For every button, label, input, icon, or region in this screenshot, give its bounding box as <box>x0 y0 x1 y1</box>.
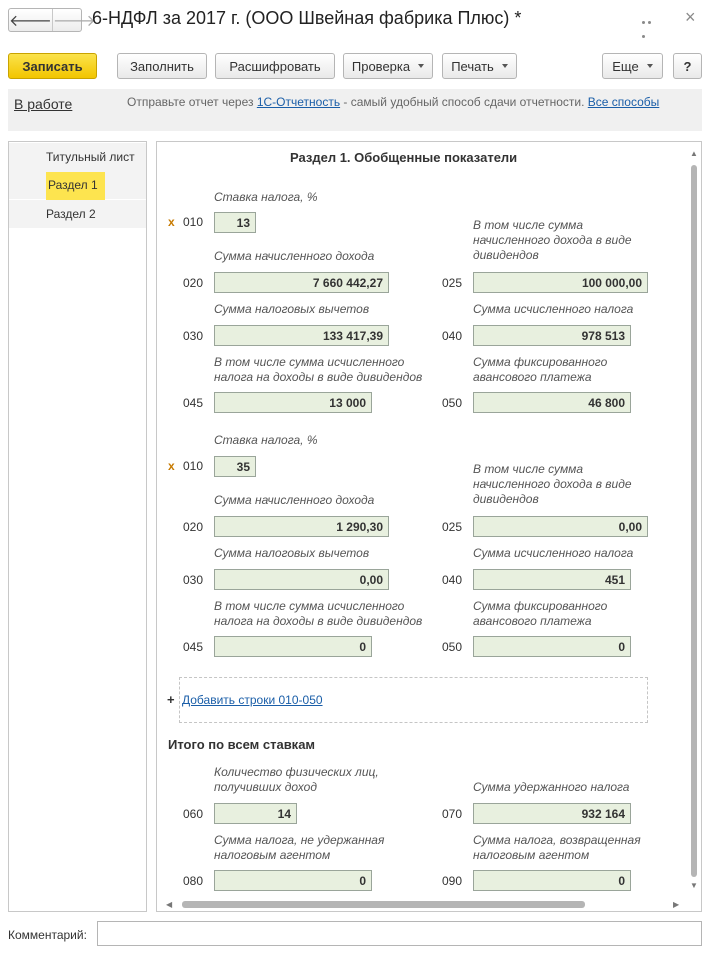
accrued-income-field[interactable]: 7 660 442,27 <box>214 272 389 293</box>
returned-tax-field[interactable]: 0 <box>473 870 631 891</box>
print-label: Печать <box>451 58 494 74</box>
code-045: 045 <box>183 640 204 654</box>
fixed-advance-label: Сумма фиксированного авансового платежа <box>473 599 608 628</box>
rate-label: Ставка налога, % <box>214 433 318 447</box>
check-label: Проверка <box>351 58 411 74</box>
chevron-down-icon <box>502 64 508 68</box>
withheld-tax-label: Сумма удержанного налога <box>473 780 630 794</box>
sidebar-item-section-1[interactable] <box>9 171 146 199</box>
close-icon[interactable]: × <box>685 7 696 27</box>
code-050: 050 <box>442 396 463 410</box>
deductions-label: Сумма налоговых вычетов <box>214 546 370 560</box>
code-080: 080 <box>183 874 204 888</box>
dividends-income-label: В том числе сумма начисленного дохода в виде дивидендов <box>473 462 632 506</box>
code-020: 020 <box>183 520 204 534</box>
status-link[interactable]: В работе <box>14 96 73 112</box>
code-010: 010 <box>183 215 204 229</box>
code-020: 020 <box>183 276 204 290</box>
comment-input[interactable] <box>97 921 702 946</box>
accrued-income-label: Сумма начисленного дохода <box>214 249 375 263</box>
returned-tax-label: Сумма налога, возвращенная налоговым агентом <box>473 833 641 862</box>
dividends-income-label: В том числе сумма начисленного дохода в виде дивидендов <box>473 218 632 262</box>
sidebar-item-label: Титульный лист <box>46 150 135 164</box>
1c-reporting-link[interactable]: 1С-Отчетность <box>256 95 341 109</box>
sidebar-item-title-page[interactable] <box>9 143 146 171</box>
persons-count-label: Количество физических лиц, получивших доход <box>214 765 379 794</box>
code-030: 030 <box>183 573 204 587</box>
chevron-down-icon <box>647 64 653 68</box>
withheld-tax-field[interactable]: 932 164 <box>473 803 631 824</box>
code-025: 025 <box>442 276 463 290</box>
calculated-tax-label: Сумма исчисленного налога <box>473 546 634 560</box>
info-text-middle: - самый удобный способ сдачи отчетности. <box>340 95 588 109</box>
scroll-left-icon[interactable]: ◀ <box>166 900 173 909</box>
arrow-right-icon: 🡒 <box>52 12 96 30</box>
arrow-left-icon: 🡐 <box>9 12 52 30</box>
dividends-income-field[interactable]: 0,00 <box>473 516 648 537</box>
add-rows-link[interactable]: Добавить строки 010-050 <box>182 693 323 707</box>
dividends-tax-field[interactable]: 0 <box>214 636 372 657</box>
scroll-right-icon[interactable]: ▶ <box>673 900 680 909</box>
check-dropdown[interactable] <box>343 53 433 79</box>
fixed-advance-field[interactable]: 0 <box>473 636 631 657</box>
deductions-field[interactable]: 0,00 <box>214 569 389 590</box>
deductions-label: Сумма налоговых вычетов <box>214 302 370 316</box>
not-withheld-tax-label: Сумма налога, не удержанная налоговым агентом <box>214 833 385 862</box>
dividends-tax-label: В том числе сумма исчисленного налога на доходы в виде дивидендов <box>214 355 423 384</box>
help-button[interactable]: ? <box>673 53 702 79</box>
scroll-down-icon[interactable]: ▼ <box>690 881 698 890</box>
info-message <box>127 95 667 110</box>
comment-label: Комментарий: <box>8 928 87 942</box>
vertical-scrollbar[interactable] <box>691 165 697 877</box>
sections-sidebar <box>8 141 147 912</box>
code-040: 040 <box>442 329 463 343</box>
code-025: 025 <box>442 520 463 534</box>
code-045: 045 <box>183 396 204 410</box>
calculated-tax-field[interactable]: 451 <box>473 569 631 590</box>
totals-title: Итого по всем ставкам <box>168 737 316 752</box>
horizontal-scrollbar[interactable] <box>182 901 585 908</box>
accrued-income-field[interactable]: 1 290,30 <box>214 516 389 537</box>
fill-button[interactable]: Заполнить <box>117 53 207 79</box>
back-button[interactable] <box>9 9 52 31</box>
window-title: 6-НДФЛ за 2017 г. (ООО Швейная фабрика Плюс) * <box>92 8 522 28</box>
delete-rate-icon[interactable]: x <box>168 459 175 473</box>
sidebar-item-label: Раздел 2 <box>46 207 96 221</box>
more-dropdown[interactable] <box>602 53 663 79</box>
nav-buttons <box>8 8 96 32</box>
save-button[interactable]: Записать <box>8 53 97 79</box>
more-dots-icon[interactable] <box>642 15 658 25</box>
chevron-down-icon <box>418 64 424 68</box>
forward-button[interactable] <box>52 9 96 31</box>
info-text-before: Отправьте отчет через <box>127 95 257 109</box>
plus-icon[interactable]: + <box>167 692 175 707</box>
dividends-tax-field[interactable]: 13 000 <box>214 392 372 413</box>
sidebar-item-label: Раздел 1 <box>46 172 105 200</box>
persons-count-field[interactable]: 14 <box>214 803 297 824</box>
more-label: Еще <box>612 58 639 74</box>
deductions-field[interactable]: 133 417,39 <box>214 325 389 346</box>
dividends-income-field[interactable]: 100 000,00 <box>473 272 648 293</box>
dividends-tax-label: В том числе сумма исчисленного налога на доходы в виде дивидендов <box>214 599 423 628</box>
code-050: 050 <box>442 640 463 654</box>
code-010: 010 <box>183 459 204 473</box>
all-methods-link[interactable]: Все способы <box>587 95 660 109</box>
print-dropdown[interactable] <box>442 53 517 79</box>
fixed-advance-label: Сумма фиксированного авансового платежа <box>473 355 608 384</box>
calculated-tax-label: Сумма исчисленного налога <box>473 302 634 316</box>
sidebar-item-section-2[interactable] <box>9 200 146 228</box>
rate-field[interactable]: 35 <box>214 456 256 477</box>
rate-label: Ставка налога, % <box>214 190 318 204</box>
fixed-advance-field[interactable]: 46 800 <box>473 392 631 413</box>
decode-button[interactable]: Расшифровать <box>215 53 335 79</box>
code-040: 040 <box>442 573 463 587</box>
code-030: 030 <box>183 329 204 343</box>
section-title: Раздел 1. Обобщенные показатели <box>290 150 518 165</box>
code-060: 060 <box>183 807 204 821</box>
rate-field[interactable]: 13 <box>214 212 256 233</box>
code-070: 070 <box>442 807 463 821</box>
delete-rate-icon[interactable]: x <box>168 215 175 229</box>
scroll-up-icon[interactable]: ▲ <box>690 149 698 158</box>
not-withheld-tax-field[interactable]: 0 <box>214 870 372 891</box>
accrued-income-label: Сумма начисленного дохода <box>214 493 375 507</box>
calculated-tax-field[interactable]: 978 513 <box>473 325 631 346</box>
code-090: 090 <box>442 874 463 888</box>
